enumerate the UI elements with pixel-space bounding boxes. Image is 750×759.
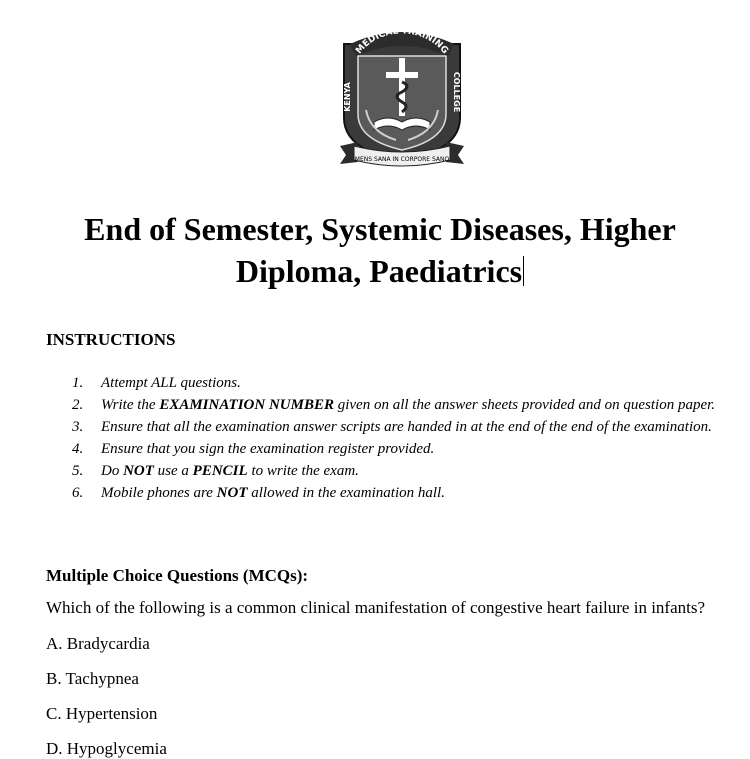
college-logo <box>336 22 468 170</box>
logo-left-text: KENYA <box>343 82 352 112</box>
option-c: C. Hypertension <box>46 704 158 723</box>
instructions-list <box>46 372 750 504</box>
exam-title-line1: End of Semester, Systemic Diseases, Higher <box>84 211 676 247</box>
text-cursor <box>523 256 524 286</box>
question-text: Which of the following is a common clinical manifestation of congestive heart failure in infants? <box>46 598 706 617</box>
exam-title-line2-text: Diploma, Paediatrics <box>235 253 523 289</box>
option-d: D. Hypoglycemia <box>46 739 167 758</box>
instructions-heading: INSTRUCTIONS <box>46 330 176 349</box>
instruction-item: 5. Do NOT use a PENCIL to write the exam. <box>72 463 359 479</box>
exam-title-line2 <box>40 250 720 292</box>
instruction-item: 2. Write the EXAMINATION NUMBER given on all the answer sheets provided and on question paper. <box>72 397 716 413</box>
option-a: A. Bradycardia <box>46 634 150 653</box>
logo-right-text: COLLEGE <box>452 71 461 113</box>
logo-top-text: MEDICAL TRAINING <box>354 26 450 57</box>
option-b: B. Tachypnea <box>46 669 139 688</box>
instruction-item: 3. Ensure that all the examination answer scripts are handed in at the end of the end of the examination. <box>72 419 712 435</box>
exam-title <box>40 208 720 292</box>
logo-motto: MENS SANA IN CORPORE SANO <box>354 156 450 163</box>
instruction-item: 1. Attempt ALL questions. <box>72 375 241 391</box>
instruction-item: 4. Ensure that you sign the examination register provided. <box>72 441 435 457</box>
mcq-heading: Multiple Choice Questions (MCQs): <box>46 566 309 585</box>
instruction-item: 6. Mobile phones are NOT allowed in the examination hall. <box>72 485 445 501</box>
